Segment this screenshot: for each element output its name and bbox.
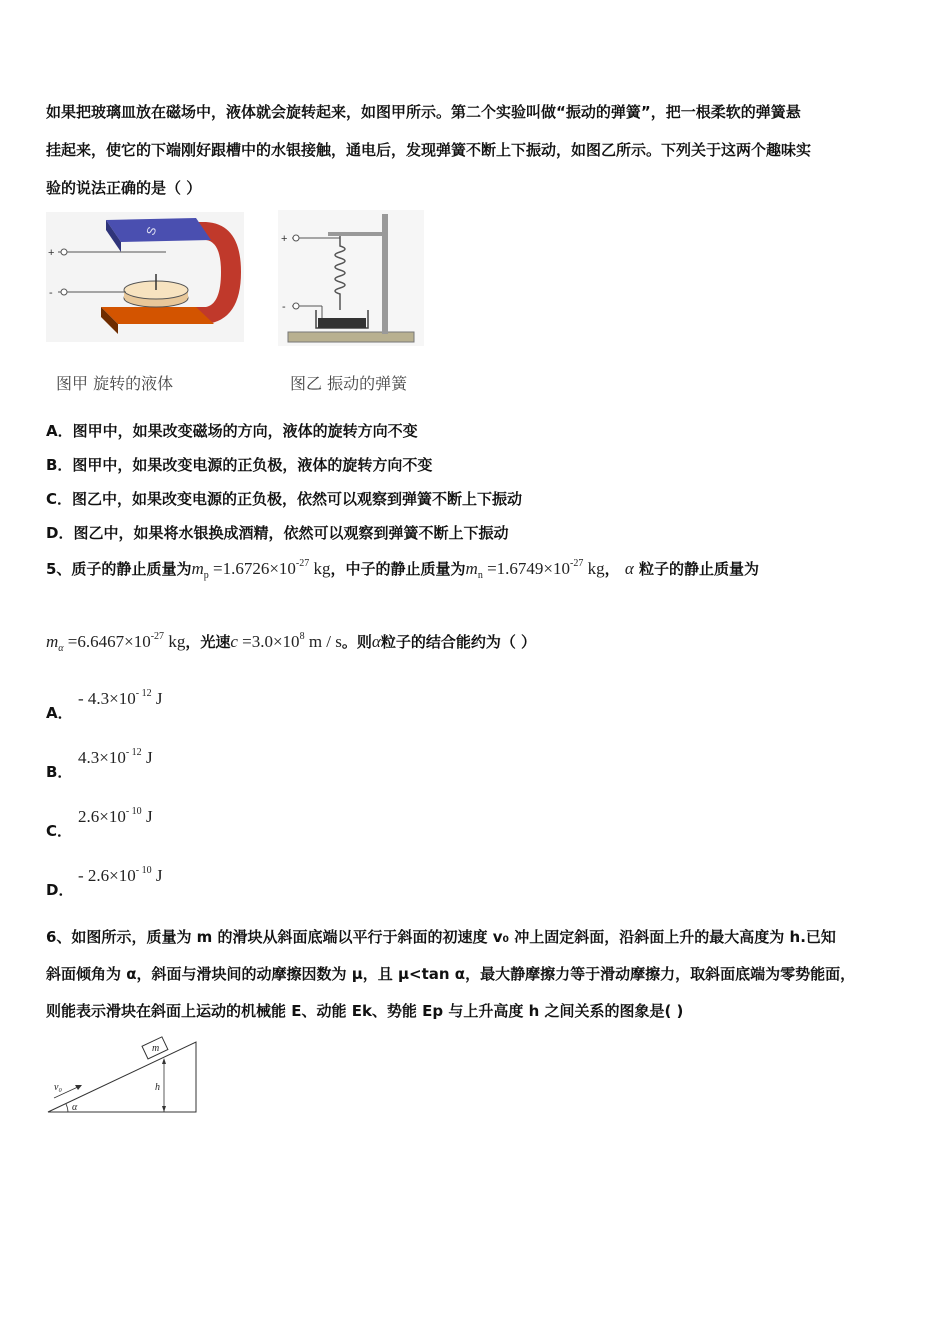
neutron-mass-formula: $m_n =1.6749\times 10^{-27}$ kg: [465, 558, 605, 581]
q5-option-d-label: D．: [46, 881, 74, 899]
fig-a-plus-sign: +: [48, 247, 55, 259]
figure-vibrating-spring: [278, 210, 424, 346]
fig-a-minus-sign: -: [49, 287, 53, 299]
fig-a-caption: 图甲 旋转的液体: [56, 374, 174, 393]
q5-option-b-value: $4.3\times 10^{- 12}$ J: [78, 747, 153, 767]
light-speed-formula: $c =3.0\times 10^8$ m / s: [230, 631, 342, 651]
q5-option-a-label: A．: [46, 704, 73, 722]
q5-stem-line-1: [46, 558, 759, 581]
q5-option-c-value: $2.6\times 10^{- 10}$ J: [78, 806, 153, 826]
q4-option-b: B．图甲中，如果改变电源的正负极，液体的旋转方向不变: [46, 456, 433, 474]
alpha-symbol-2: α: [371, 632, 381, 651]
q5-text-5: ，光速: [185, 633, 231, 651]
q5-option-a-value: - $4.3\times 10^{- 12}$ J: [78, 688, 163, 708]
fig-v0-label: v₀: [54, 1082, 62, 1093]
proton-mass-formula: $m_p =1.6726\times 10^{-27}$ kg: [191, 558, 331, 581]
figure-incline: [44, 1034, 204, 1118]
q5-text-2: ，中子的静止质量为: [330, 560, 466, 578]
q5-option-d-value: - $2.6\times 10^{- 10}$ J: [78, 865, 163, 885]
fig-b-caption: 图乙 振动的弹簧: [290, 374, 408, 393]
q6-stem-line-3: 则能表示滑块在斜面上运动的机械能 E、动能 Ek、势能 Ep 与上升高度 h 之间关系的图象是( ): [46, 1002, 684, 1020]
q5-option-c-label: C．: [46, 822, 73, 840]
alpha-mass-formula: $m_\alpha =6.6467\times 10^{-27}$ kg: [46, 631, 186, 654]
q5-text-7: 粒子的结合能约为（ ）: [380, 633, 537, 651]
q4-stem-line-1: 如果把玻璃皿放在磁场中，液体就会旋转起来，如图甲所示。第二个实验叫做“振动的弹簧”，把一根柔软的弹簧悬: [46, 103, 801, 121]
fig-mass-label: m: [152, 1043, 160, 1054]
q4-option-a: A．图甲中，如果改变磁场的方向，液体的旋转方向不变: [46, 422, 418, 440]
q5-option-b-label: B．: [46, 763, 73, 781]
q4-stem-line-3: 验的说法正确的是（ ）: [46, 179, 202, 197]
q4-option-c: C．图乙中，如果改变电源的正负极，依然可以观察到弹簧不断上下振动: [46, 490, 523, 508]
q5-text-4: 粒子的静止质量为: [639, 560, 760, 578]
q4-option-d: D．图乙中，如果将水银换成酒精，依然可以观察到弹簧不断上下振动: [46, 524, 509, 542]
q6-stem-line-2: 斜面倾角为 α，斜面与滑块间的动摩擦因数为 μ，且 μ<tan α，最大静摩擦力等于滑动摩擦力，取斜面底端为零势能面，: [46, 965, 856, 983]
fig-height-label: h: [155, 1082, 160, 1093]
fig-a-magnet-letter: S: [143, 224, 160, 238]
q5-text-3: ，: [604, 560, 620, 578]
q5-text-6: 。则: [341, 633, 372, 651]
alpha-symbol: α: [624, 559, 634, 578]
fig-b-minus-sign: -: [282, 301, 286, 313]
q5-stem-line-2: [46, 631, 536, 654]
figure-rotating-liquid: [46, 212, 244, 342]
fig-alpha-label: α: [72, 1102, 78, 1113]
q4-stem-line-2: 挂起来，使它的下端刚好跟槽中的水银接触，通电后，发现弹簧不断上下振动，如图乙所示。下列关于这两个趣味实: [46, 141, 812, 159]
fig-b-plus-sign: +: [281, 233, 288, 245]
q6-stem-line-1: 6、如图所示，质量为 m 的滑块从斜面底端以平行于斜面的初速度 v₀ 冲上固定斜面，沿斜面上升的最大高度为 h.已知: [46, 928, 836, 946]
q5-text-1: 5、质子的静止质量为: [46, 560, 192, 578]
